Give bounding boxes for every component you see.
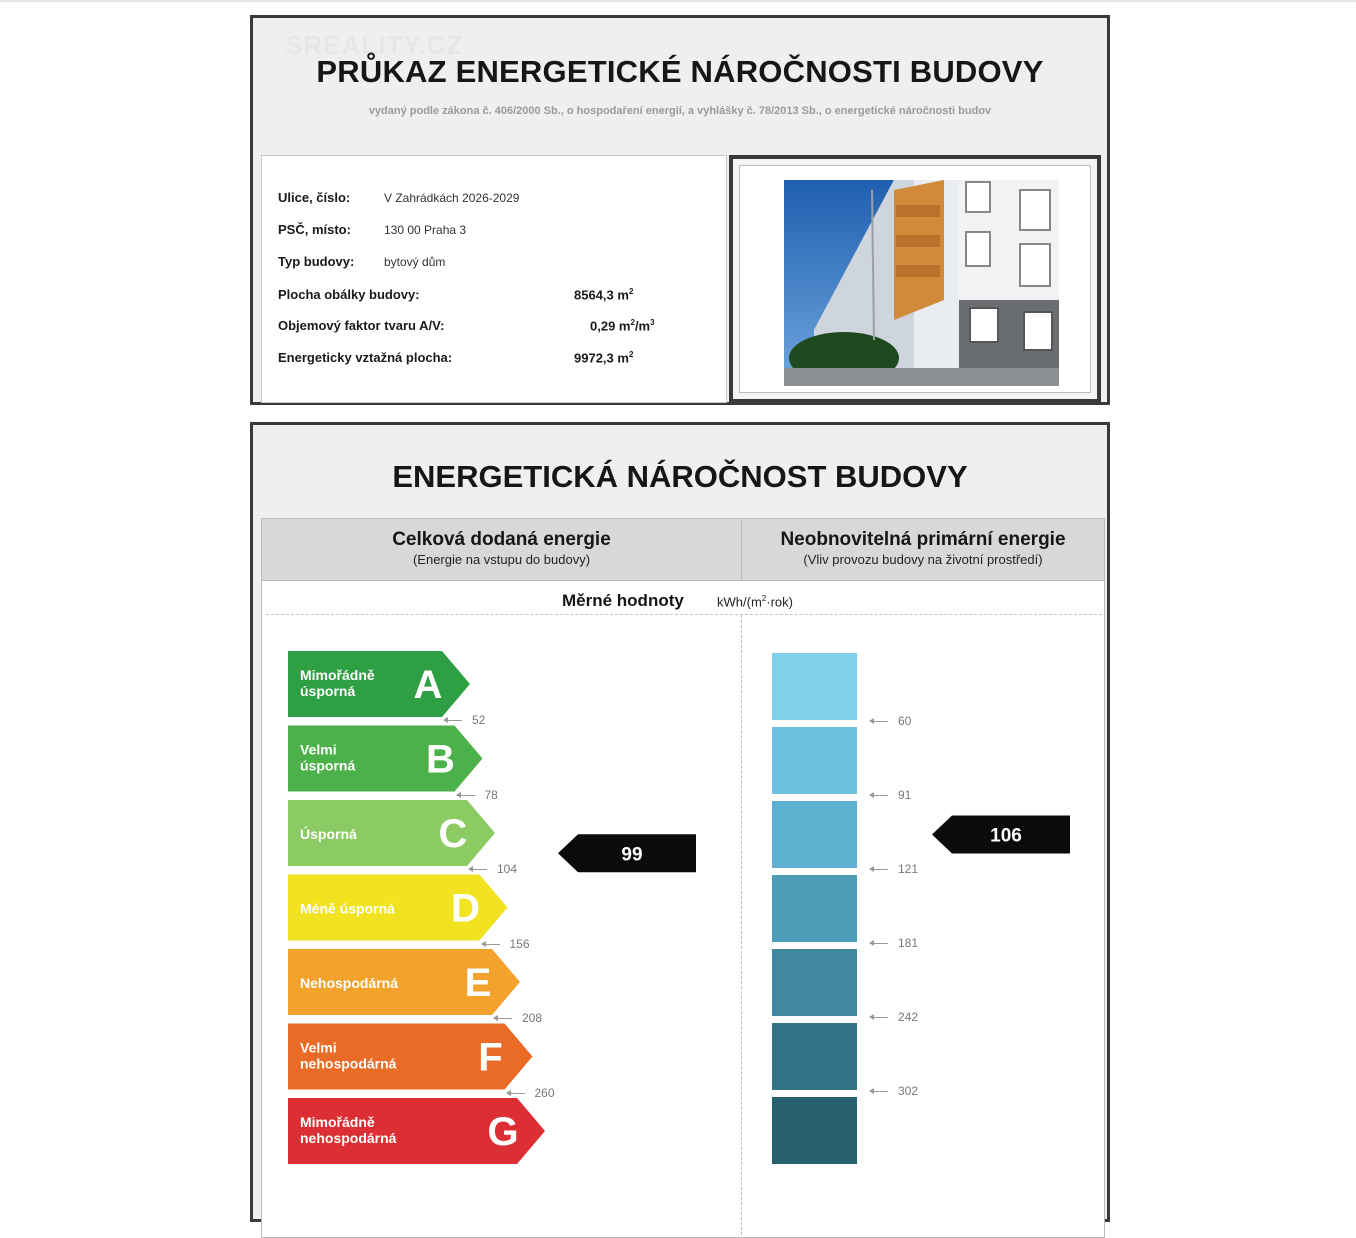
threshold-value: 91 (898, 788, 912, 802)
energy-class-label: Mimořádně (300, 1114, 375, 1130)
energy-area-label: Energeticky vztažná plocha: (278, 350, 453, 365)
right-column-header (742, 519, 1104, 581)
threshold-arrow-icon (444, 720, 462, 721)
primary-energy-segment (772, 801, 857, 868)
energy-class-letter: D (451, 886, 480, 931)
threshold-value: 242 (898, 1010, 919, 1024)
energy-class-threshold (507, 1086, 555, 1100)
threshold-arrow-icon (494, 1018, 512, 1019)
volume-factor-label: Objemový faktor tvaru A/V: (278, 318, 445, 333)
energy-class-label: Velmi (300, 1039, 337, 1056)
threshold-arrow-icon (482, 944, 500, 945)
primary-energy-threshold (870, 714, 911, 728)
threshold-arrow-icon (457, 795, 475, 796)
primary-energy-pointer (932, 816, 1070, 854)
primary-energy-threshold (870, 788, 911, 802)
energy-class-letter: B (426, 737, 455, 782)
primary-energy-threshold (870, 1084, 918, 1098)
threshold-value: 260 (534, 1085, 555, 1100)
left-header-subtitle: (Energie na vstupu do budovy) (412, 552, 591, 567)
specific-values-label: Měrné hodnoty (562, 591, 684, 610)
threshold-value: 208 (522, 1011, 543, 1025)
threshold-value: 302 (898, 1084, 919, 1098)
energy-class-label-2: úsporná (300, 683, 356, 699)
right-header-title: Neobnovitelná primární energie (780, 529, 1066, 550)
left-column-header (262, 519, 741, 581)
volume-factor-value: 0,29 $m^2/m^3$ (590, 318, 655, 334)
energy-class-label: Mimořádně (300, 667, 375, 683)
certificate-subtitle: vydaný podle zákona č. 406/2000 Sb., o hospodaření energií, a vyhlášky č. 78/2013 Sb., o energetické náročnosti budov (368, 105, 992, 117)
certificate-title: PRŮKAZ ENERGETICKÉ NÁROČNOSTI BUDOVY (316, 54, 1044, 89)
energy-class-label: Méně úsporná (300, 900, 395, 917)
energy-class-threshold (457, 788, 498, 802)
threshold-value: 121 (898, 862, 919, 876)
primary-energy-threshold (870, 1010, 918, 1024)
envelope-value: 8564,3 $m^2$ (574, 287, 634, 303)
watermark: SREALITY.CZ (285, 30, 464, 60)
threshold-arrow-icon (507, 1093, 525, 1094)
threshold-value: 181 (898, 936, 919, 950)
threshold-arrow-icon (870, 869, 888, 870)
building-photo-frame (729, 155, 1101, 403)
primary-energy-segment (772, 1097, 857, 1164)
primary-energy-segment (772, 1023, 857, 1090)
primary-energy-pointer-value: 106 (990, 825, 1022, 847)
type-value: bytový dům (384, 255, 446, 269)
energy-title: ENERGETICKÁ NÁROČNOST BUDOVY (392, 459, 968, 494)
psc-label: PSČ, místo: (278, 222, 351, 237)
threshold-arrow-icon (870, 943, 888, 944)
envelope-label: Plocha obálky budovy: (278, 287, 420, 302)
delivered-energy-pointer (558, 834, 696, 872)
certificate-card (250, 15, 1110, 405)
energy-class-f (288, 1024, 533, 1090)
primary-energy-threshold (870, 862, 918, 876)
threshold-arrow-icon (870, 795, 888, 796)
type-label: Typ budovy: (278, 254, 355, 269)
threshold-arrow-icon (870, 1091, 888, 1092)
threshold-value: 156 (509, 936, 530, 951)
psc-value: 130 00 Praha 3 (384, 223, 467, 237)
energy-class-label-2: nehospodárná (300, 1055, 397, 1072)
primary-energy-segment (772, 949, 857, 1016)
energy-class-letter: F (478, 1035, 503, 1080)
energy-class-label: Úsporná (300, 826, 357, 842)
energy-class-c (288, 800, 495, 866)
primary-energy-segment (772, 727, 857, 794)
specific-values-unit: kWh/$(m^2\cdot rok)$ (717, 594, 793, 610)
energy-class-threshold (482, 937, 530, 951)
energy-class-letter: G (487, 1110, 519, 1154)
top-edge-line (0, 0, 1356, 2)
energy-class-a (288, 651, 470, 717)
energy-class-threshold (494, 1011, 542, 1025)
energy-class-g (288, 1098, 545, 1164)
energy-area-value: 9972,3 $m^2$ (574, 350, 634, 366)
energy-class-label: Nehospodárná (300, 975, 399, 991)
threshold-value: 78 (484, 787, 498, 802)
threshold-arrow-icon (870, 1017, 888, 1018)
energy-panel (261, 518, 1105, 1238)
energy-performance-card (250, 422, 1110, 1222)
energy-class-label-2: úsporná (300, 757, 356, 774)
energy-class-d (288, 875, 508, 941)
threshold-value: 104 (497, 862, 518, 876)
threshold-arrow-icon (469, 869, 487, 870)
energy-class-letter: C (438, 812, 468, 856)
threshold-value: 60 (898, 714, 912, 728)
street-value: V Zahrádkách 2026-2029 (384, 191, 520, 205)
threshold-value: 52 (472, 713, 486, 727)
column-divider (741, 519, 742, 581)
energy-class-chart (262, 615, 741, 1235)
primary-energy-segment (772, 653, 857, 720)
building-info-panel (261, 155, 727, 403)
primary-energy-threshold (870, 936, 918, 950)
energy-class-label-2: nehospodárná (300, 1130, 397, 1146)
threshold-arrow-icon (870, 721, 888, 722)
primary-energy-segment (772, 875, 857, 942)
energy-class-threshold (469, 862, 517, 876)
building-photo-mat (739, 165, 1091, 393)
energy-class-letter: E (464, 961, 492, 1005)
street-label: Ulice, číslo: (278, 190, 351, 205)
primary-energy-chart (742, 615, 1104, 1235)
energy-class-e (288, 949, 520, 1015)
right-header-subtitle: (Vliv provozu budovy na životní prostředí) (803, 552, 1043, 567)
energy-class-threshold (444, 713, 485, 727)
energy-class-b (288, 726, 483, 792)
building-photo (784, 180, 1059, 386)
energy-class-letter: A (413, 663, 443, 707)
delivered-energy-pointer-value: 99 (621, 844, 643, 866)
left-header-title: Celková dodaná energie (392, 529, 611, 550)
energy-class-label: Velmi (300, 741, 337, 758)
